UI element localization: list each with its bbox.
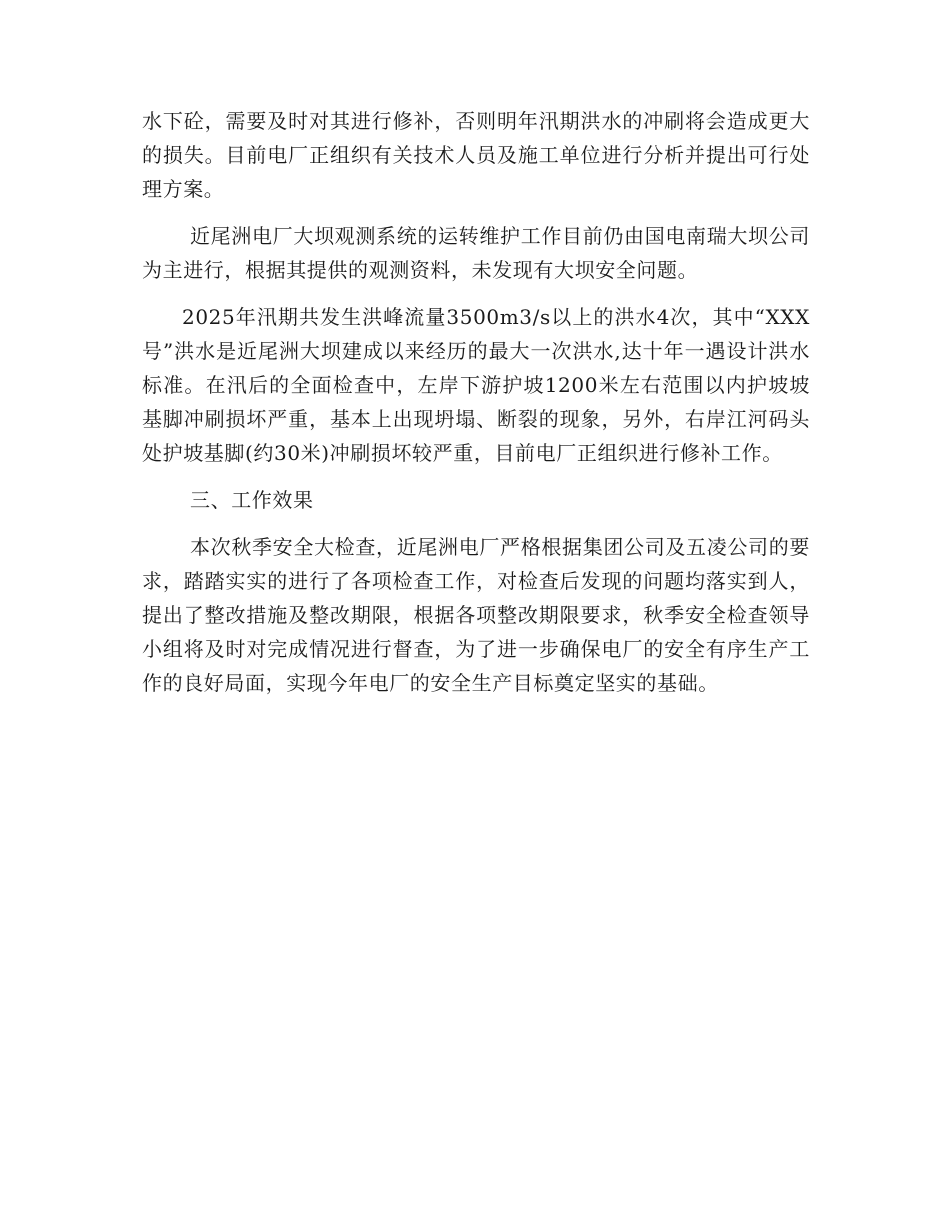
section-heading-work-results: 三、工作效果 — [190, 488, 314, 512]
paragraph-flood-inspection: 2025年汛期共发生洪峰流量3500m3/s以上的洪水4次，其中“XXX号”洪水是近尾洲大坝建成以来经历的最大一次洪水,达十年一遇设计洪水标准。在汛后的全面检查中，左岸下游护坡1200米左右范围以内护坡坡基脚冲刷损坏严重，基本上出现坍塌、断裂的现象，另外，右岸江河码头处护坡基脚(约30米)冲刷损坏较严重，目前电厂正组织进行修补工作。 — [142, 305, 810, 465]
paragraph-dam-monitoring: 近尾洲电厂大坝观测系统的运转维护工作目前仍由国电南瑞大坝公司为主进行，根据其提供的观测资料，未发现有大坝安全问题。 — [142, 224, 810, 282]
document-body — [142, 104, 810, 700]
paragraph-work-results: 本次秋季安全大检查，近尾洲电厂严格根据集团公司及五凌公司的要求，踏踏实实的进行了各项检查工作，对检查后发现的问题均落实到人，提出了整改措施及整改期限，根据各项整改期限要求，秋季安全检查领导小组将及时对完成情况进行督查，为了进一步确保电厂的安全有序生产工作的良好局面，实现今年电厂的安全生产目标奠定坚实的基础。 — [142, 535, 810, 695]
paragraph-repair-continuation: 水下砼，需要及时对其进行修补，否则明年汛期洪水的冲刷将会造成更大的损失。目前电厂正组织有关技术人员及施工单位进行分析并提出可行处理方案。 — [142, 109, 810, 201]
